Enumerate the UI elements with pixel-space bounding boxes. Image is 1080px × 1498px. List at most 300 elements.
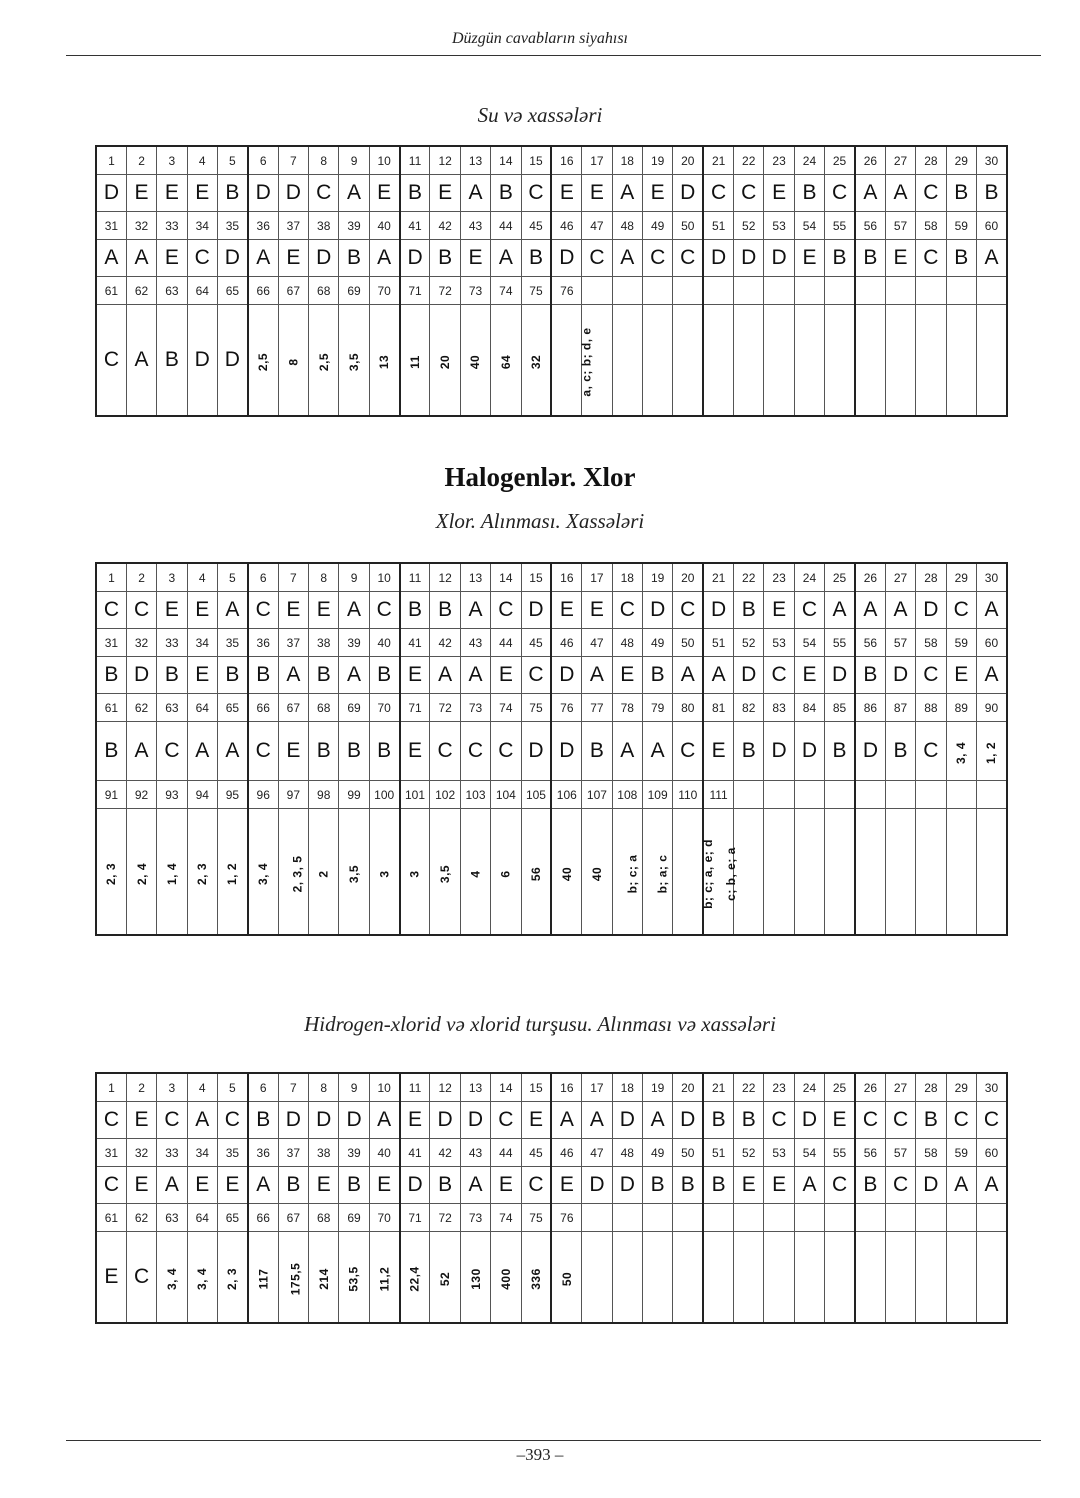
answer-letter: C — [923, 739, 939, 762]
answer-cell — [248, 1232, 278, 1324]
answer-value: 13 — [377, 354, 392, 370]
answer-cell — [187, 592, 217, 629]
question-number: 109 — [642, 781, 672, 809]
question-number: 106 — [551, 781, 581, 809]
question-number-row — [96, 212, 1007, 240]
question-number: 17 — [582, 563, 612, 592]
answer-cell — [369, 240, 399, 277]
answer-cell — [278, 1102, 308, 1139]
answer-letter: A — [589, 1108, 604, 1131]
answer-cell — [612, 240, 642, 277]
answer-cell — [976, 1232, 1007, 1324]
answer-letter: D — [285, 1108, 301, 1131]
answer-cell — [825, 722, 855, 781]
question-number: 12 — [430, 1073, 460, 1102]
answer-letter: B — [863, 663, 878, 686]
question-number: 84 — [794, 694, 824, 722]
question-number: 10 — [369, 146, 399, 175]
answer-cell — [734, 1167, 764, 1204]
answer-cell — [825, 1167, 855, 1204]
answer-letter: B — [863, 1173, 878, 1196]
question-number: 57 — [885, 1139, 915, 1167]
answer-row — [96, 592, 1007, 629]
answer-letter: B — [954, 181, 969, 204]
answer-letter: E — [286, 598, 301, 621]
answer-letter: C — [498, 1108, 514, 1131]
question-number: 34 — [187, 1139, 217, 1167]
answer-letter: E — [377, 1173, 392, 1196]
question-number: 22 — [734, 563, 764, 592]
question-number: 9 — [339, 563, 369, 592]
answer-letter: A — [134, 348, 149, 371]
answer-cell — [855, 1232, 885, 1324]
answer-value: 1, 2 — [984, 741, 999, 765]
answer-letter: A — [164, 1173, 179, 1196]
question-number — [703, 277, 733, 305]
answer-letter: E — [438, 181, 453, 204]
answer-letter: D — [741, 663, 757, 686]
answer-cell — [278, 1232, 308, 1324]
answer-letter: D — [285, 181, 301, 204]
answer-letter: D — [346, 1108, 362, 1131]
question-number: 34 — [187, 212, 217, 240]
answer-cell — [551, 240, 581, 277]
question-number: 56 — [855, 629, 885, 657]
question-number: 23 — [764, 146, 794, 175]
answer-letter: A — [863, 598, 878, 621]
answer-letter: C — [923, 663, 939, 686]
answer-cell — [825, 809, 855, 936]
question-number: 60 — [976, 1139, 1007, 1167]
answer-letter: D — [255, 181, 271, 204]
question-number: 91 — [96, 781, 126, 809]
answer-value: 6 — [498, 869, 513, 878]
answer-letter: B — [741, 598, 756, 621]
question-number — [582, 277, 612, 305]
answer-value: 3 — [408, 869, 423, 878]
answer-cell — [157, 809, 187, 936]
answer-letter: C — [680, 246, 696, 269]
answer-cell — [278, 175, 308, 212]
answer-cell — [612, 1167, 642, 1204]
question-number: 53 — [764, 1139, 794, 1167]
question-number: 80 — [673, 694, 703, 722]
answer-letter: D — [559, 739, 575, 762]
question-number: 47 — [582, 629, 612, 657]
question-number: 19 — [642, 563, 672, 592]
answer-cell — [946, 1232, 976, 1324]
question-number: 73 — [460, 1204, 490, 1232]
question-number — [794, 781, 824, 809]
question-number: 43 — [460, 1139, 490, 1167]
answer-letter: E — [802, 663, 817, 686]
question-number: 81 — [703, 694, 733, 722]
answer-letter: E — [408, 1108, 423, 1131]
answer-cell — [217, 240, 247, 277]
question-number — [976, 1204, 1007, 1232]
answer-cell — [278, 1167, 308, 1204]
answer-cell — [642, 592, 672, 629]
answer-cell — [855, 657, 885, 694]
answer-cell — [673, 722, 703, 781]
question-number: 23 — [764, 563, 794, 592]
question-number: 74 — [491, 277, 521, 305]
question-number: 108 — [612, 781, 642, 809]
answer-letter: D — [316, 1108, 332, 1131]
answer-cell — [248, 722, 278, 781]
answer-cell — [703, 1102, 733, 1139]
question-number — [825, 1204, 855, 1232]
answer-cell — [673, 175, 703, 212]
answer-cell — [703, 305, 733, 417]
question-number: 28 — [916, 1073, 946, 1102]
question-number: 44 — [491, 1139, 521, 1167]
answer-value: 117 — [256, 1268, 271, 1290]
answer-cell — [491, 809, 521, 936]
answer-cell — [764, 722, 794, 781]
answer-letter: D — [892, 663, 909, 686]
question-number: 59 — [946, 212, 976, 240]
answer-cell — [430, 305, 460, 417]
answer-cell — [734, 809, 764, 936]
answer-cell — [248, 1167, 278, 1204]
answer-row — [96, 1232, 1007, 1324]
answer-letter: D — [650, 598, 666, 621]
answer-cell — [460, 1102, 490, 1139]
answer-cell — [976, 592, 1007, 629]
answer-letter: C — [133, 1265, 150, 1288]
answer-cell — [369, 809, 399, 936]
answer-value: b; a; c — [655, 854, 670, 893]
answer-cell — [673, 305, 703, 417]
answer-letter: A — [468, 663, 483, 686]
question-number: 7 — [278, 1073, 308, 1102]
answer-letter: A — [468, 1173, 483, 1196]
question-number: 87 — [885, 694, 915, 722]
question-number-row — [96, 694, 1007, 722]
question-number: 32 — [126, 212, 156, 240]
answer-cell — [126, 305, 156, 417]
question-number: 48 — [612, 212, 642, 240]
question-number: 26 — [855, 1073, 885, 1102]
question-number: 44 — [491, 212, 521, 240]
answer-letter: B — [741, 1108, 756, 1131]
answer-cell — [430, 1167, 460, 1204]
question-number: 9 — [339, 146, 369, 175]
answer-cell — [885, 809, 915, 936]
answer-letter: C — [619, 598, 635, 621]
question-number: 111 — [703, 781, 733, 809]
answer-value: 3,5 — [347, 864, 362, 883]
answer-cell — [491, 722, 521, 781]
answer-letter: B — [650, 663, 665, 686]
answer-letter: B — [528, 246, 543, 269]
answer-cell — [582, 657, 612, 694]
question-number: 15 — [521, 563, 551, 592]
question-number: 37 — [278, 1139, 308, 1167]
answer-letter: C — [498, 598, 514, 621]
answer-letter: E — [104, 1265, 119, 1288]
question-number: 67 — [278, 1204, 308, 1232]
question-number: 5 — [217, 146, 247, 175]
question-number: 46 — [551, 1139, 581, 1167]
answer-letter: E — [134, 1108, 149, 1131]
question-number: 54 — [794, 212, 824, 240]
answer-cell — [187, 657, 217, 694]
answer-cell — [430, 722, 460, 781]
answer-letter: E — [408, 663, 423, 686]
answer-cell — [400, 657, 430, 694]
answer-cell — [764, 809, 794, 936]
question-number: 2 — [126, 146, 156, 175]
answer-letter: D — [862, 739, 878, 762]
question-number: 51 — [703, 629, 733, 657]
answer-cell — [703, 175, 733, 212]
answer-cell — [825, 240, 855, 277]
question-number: 56 — [855, 1139, 885, 1167]
answer-letter: E — [802, 246, 817, 269]
answer-value: 20 — [438, 354, 453, 370]
answer-letter: C — [194, 246, 210, 269]
question-number: 98 — [309, 781, 339, 809]
answer-cell — [157, 1167, 187, 1204]
answer-value: 214 — [316, 1268, 331, 1290]
answer-value: 56 — [528, 866, 543, 881]
answer-cell — [521, 305, 551, 417]
answer-row — [96, 809, 1007, 936]
answer-cell — [339, 809, 369, 936]
answer-cell — [217, 1102, 247, 1139]
answer-letter: D — [528, 598, 544, 621]
question-number: 34 — [187, 629, 217, 657]
answer-cell — [126, 1102, 156, 1139]
answer-cell — [794, 809, 824, 936]
question-number: 19 — [642, 1073, 672, 1102]
answer-cell — [916, 240, 946, 277]
answer-cell — [885, 175, 915, 212]
answer-letter: B — [954, 246, 969, 269]
answer-letter: B — [741, 739, 756, 762]
answer-cell — [673, 240, 703, 277]
answer-letter: E — [498, 1173, 513, 1196]
answer-letter: D — [316, 246, 332, 269]
answer-cell — [248, 305, 278, 417]
question-number: 72 — [430, 694, 460, 722]
answer-cell — [96, 1167, 126, 1204]
question-number — [734, 781, 764, 809]
question-number: 76 — [551, 694, 581, 722]
answer-letter: D — [771, 246, 787, 269]
question-number: 6 — [248, 1073, 278, 1102]
answer-letter: C — [528, 1173, 544, 1196]
answer-letter: D — [801, 1108, 818, 1131]
question-number: 59 — [946, 1139, 976, 1167]
answer-cell — [400, 1232, 430, 1324]
question-number-row — [96, 629, 1007, 657]
answer-cell — [582, 240, 612, 277]
answer-cell — [460, 240, 490, 277]
answer-letter: D — [559, 246, 575, 269]
question-number: 36 — [248, 1139, 278, 1167]
answer-letter: A — [620, 246, 635, 269]
answer-value: 53,5 — [347, 1266, 362, 1292]
question-number: 75 — [521, 694, 551, 722]
question-number-row — [96, 563, 1007, 592]
answer-value: 2, 4 — [134, 862, 149, 885]
answer-letter: A — [893, 181, 908, 204]
answer-letter: A — [256, 1173, 271, 1196]
answer-value: 11,2 — [377, 1266, 392, 1292]
answer-letter: A — [802, 1173, 817, 1196]
question-number: 42 — [430, 1139, 460, 1167]
answer-value: 64 — [498, 354, 513, 370]
answer-cell — [551, 809, 581, 936]
answer-letter: C — [498, 739, 514, 762]
answer-cell — [369, 722, 399, 781]
answer-letter: E — [772, 598, 787, 621]
answer-cell — [794, 1232, 824, 1324]
answer-cell — [96, 592, 126, 629]
answer-cell — [430, 809, 460, 936]
answer-letter: E — [195, 663, 210, 686]
answer-cell — [126, 722, 156, 781]
answer-letter: E — [741, 1173, 756, 1196]
answer-cell — [157, 240, 187, 277]
question-number: 5 — [217, 563, 247, 592]
question-number: 29 — [946, 146, 976, 175]
answer-cell — [916, 175, 946, 212]
question-number: 11 — [400, 1073, 430, 1102]
question-number — [673, 1204, 703, 1232]
answer-letter: C — [862, 1108, 878, 1131]
answer-cell — [976, 305, 1007, 417]
answer-value: 3, 4 — [195, 1267, 210, 1291]
question-number: 13 — [460, 146, 490, 175]
answer-cell — [825, 1232, 855, 1324]
answer-cell — [885, 592, 915, 629]
question-number: 40 — [369, 212, 399, 240]
answer-cell — [794, 657, 824, 694]
answer-cell — [855, 1102, 885, 1139]
question-number — [916, 1204, 946, 1232]
question-number: 2 — [126, 1073, 156, 1102]
answer-cell — [491, 592, 521, 629]
answer-letter: B — [832, 739, 847, 762]
section-caption-hydrogen-chloride: Hidrogen-xlorid və xlorid turşusu. Alınması və xassələri — [304, 1012, 776, 1036]
answer-letter: C — [164, 739, 180, 762]
answer-row — [96, 722, 1007, 781]
question-number: 16 — [551, 146, 581, 175]
answer-letter: A — [832, 598, 847, 621]
answer-letter: B — [286, 1173, 301, 1196]
question-number: 25 — [825, 1073, 855, 1102]
section-caption-chlorine: Xlor. Alınması. Xassələri — [435, 509, 645, 533]
answer-letter: E — [316, 598, 331, 621]
question-number: 49 — [642, 1139, 672, 1167]
question-number: 3 — [157, 146, 187, 175]
answer-cell — [551, 592, 581, 629]
question-number — [794, 277, 824, 305]
answer-cell — [157, 175, 187, 212]
answer-cell — [96, 722, 126, 781]
answer-cell — [551, 305, 594, 417]
answer-value: 32 — [528, 354, 543, 370]
question-number: 18 — [612, 146, 642, 175]
answer-cell — [126, 240, 156, 277]
question-number: 92 — [126, 781, 156, 809]
answer-cell — [764, 1167, 794, 1204]
question-number: 75 — [521, 1204, 551, 1232]
answer-cell — [703, 657, 733, 694]
question-number: 66 — [248, 277, 278, 305]
question-number: 21 — [703, 563, 733, 592]
question-number: 20 — [673, 1073, 703, 1102]
question-number: 71 — [400, 1204, 430, 1232]
answer-cell — [248, 657, 278, 694]
answer-cell — [309, 240, 339, 277]
answer-letter: C — [771, 663, 787, 686]
answer-row — [96, 240, 1007, 277]
question-number: 64 — [187, 277, 217, 305]
question-number: 71 — [400, 277, 430, 305]
question-number: 18 — [612, 1073, 642, 1102]
answer-letter: D — [619, 1173, 635, 1196]
answer-letter: E — [589, 598, 604, 621]
answer-cell — [976, 1102, 1007, 1139]
answer-letter: C — [831, 1173, 848, 1196]
answer-cell — [734, 722, 764, 781]
answer-cell — [430, 175, 460, 212]
answer-cell — [217, 1232, 247, 1324]
answer-letter: A — [589, 663, 604, 686]
question-number: 16 — [551, 1073, 581, 1102]
answer-cell — [885, 305, 915, 417]
question-number: 41 — [400, 629, 430, 657]
answer-letter: E — [528, 1108, 543, 1131]
answer-letter: A — [468, 598, 483, 621]
answer-cell — [521, 240, 551, 277]
answer-value: 2,5 — [316, 352, 331, 372]
answer-letter: C — [376, 598, 392, 621]
question-number — [885, 1204, 915, 1232]
question-number: 37 — [278, 629, 308, 657]
question-number: 3 — [157, 563, 187, 592]
answer-cell — [885, 722, 915, 781]
question-number: 65 — [217, 277, 247, 305]
answer-cell — [794, 592, 824, 629]
question-number: 61 — [96, 694, 126, 722]
question-number — [673, 277, 703, 305]
answer-cell — [642, 305, 672, 417]
question-number: 76 — [551, 277, 581, 305]
question-number: 5 — [217, 1073, 247, 1102]
question-number: 13 — [460, 563, 490, 592]
question-number: 95 — [217, 781, 247, 809]
question-number — [642, 277, 672, 305]
answer-letter: B — [863, 246, 878, 269]
question-number: 13 — [460, 1073, 490, 1102]
answer-cell — [460, 657, 490, 694]
answer-letter: C — [255, 739, 271, 762]
answer-value: 52 — [438, 1271, 453, 1287]
answer-cell — [642, 809, 672, 936]
answer-letter: C — [255, 598, 271, 621]
question-number: 62 — [126, 694, 156, 722]
question-number: 48 — [612, 629, 642, 657]
answer-letter: C — [528, 181, 544, 204]
answer-cell — [460, 592, 490, 629]
answer-cell — [460, 1232, 490, 1324]
